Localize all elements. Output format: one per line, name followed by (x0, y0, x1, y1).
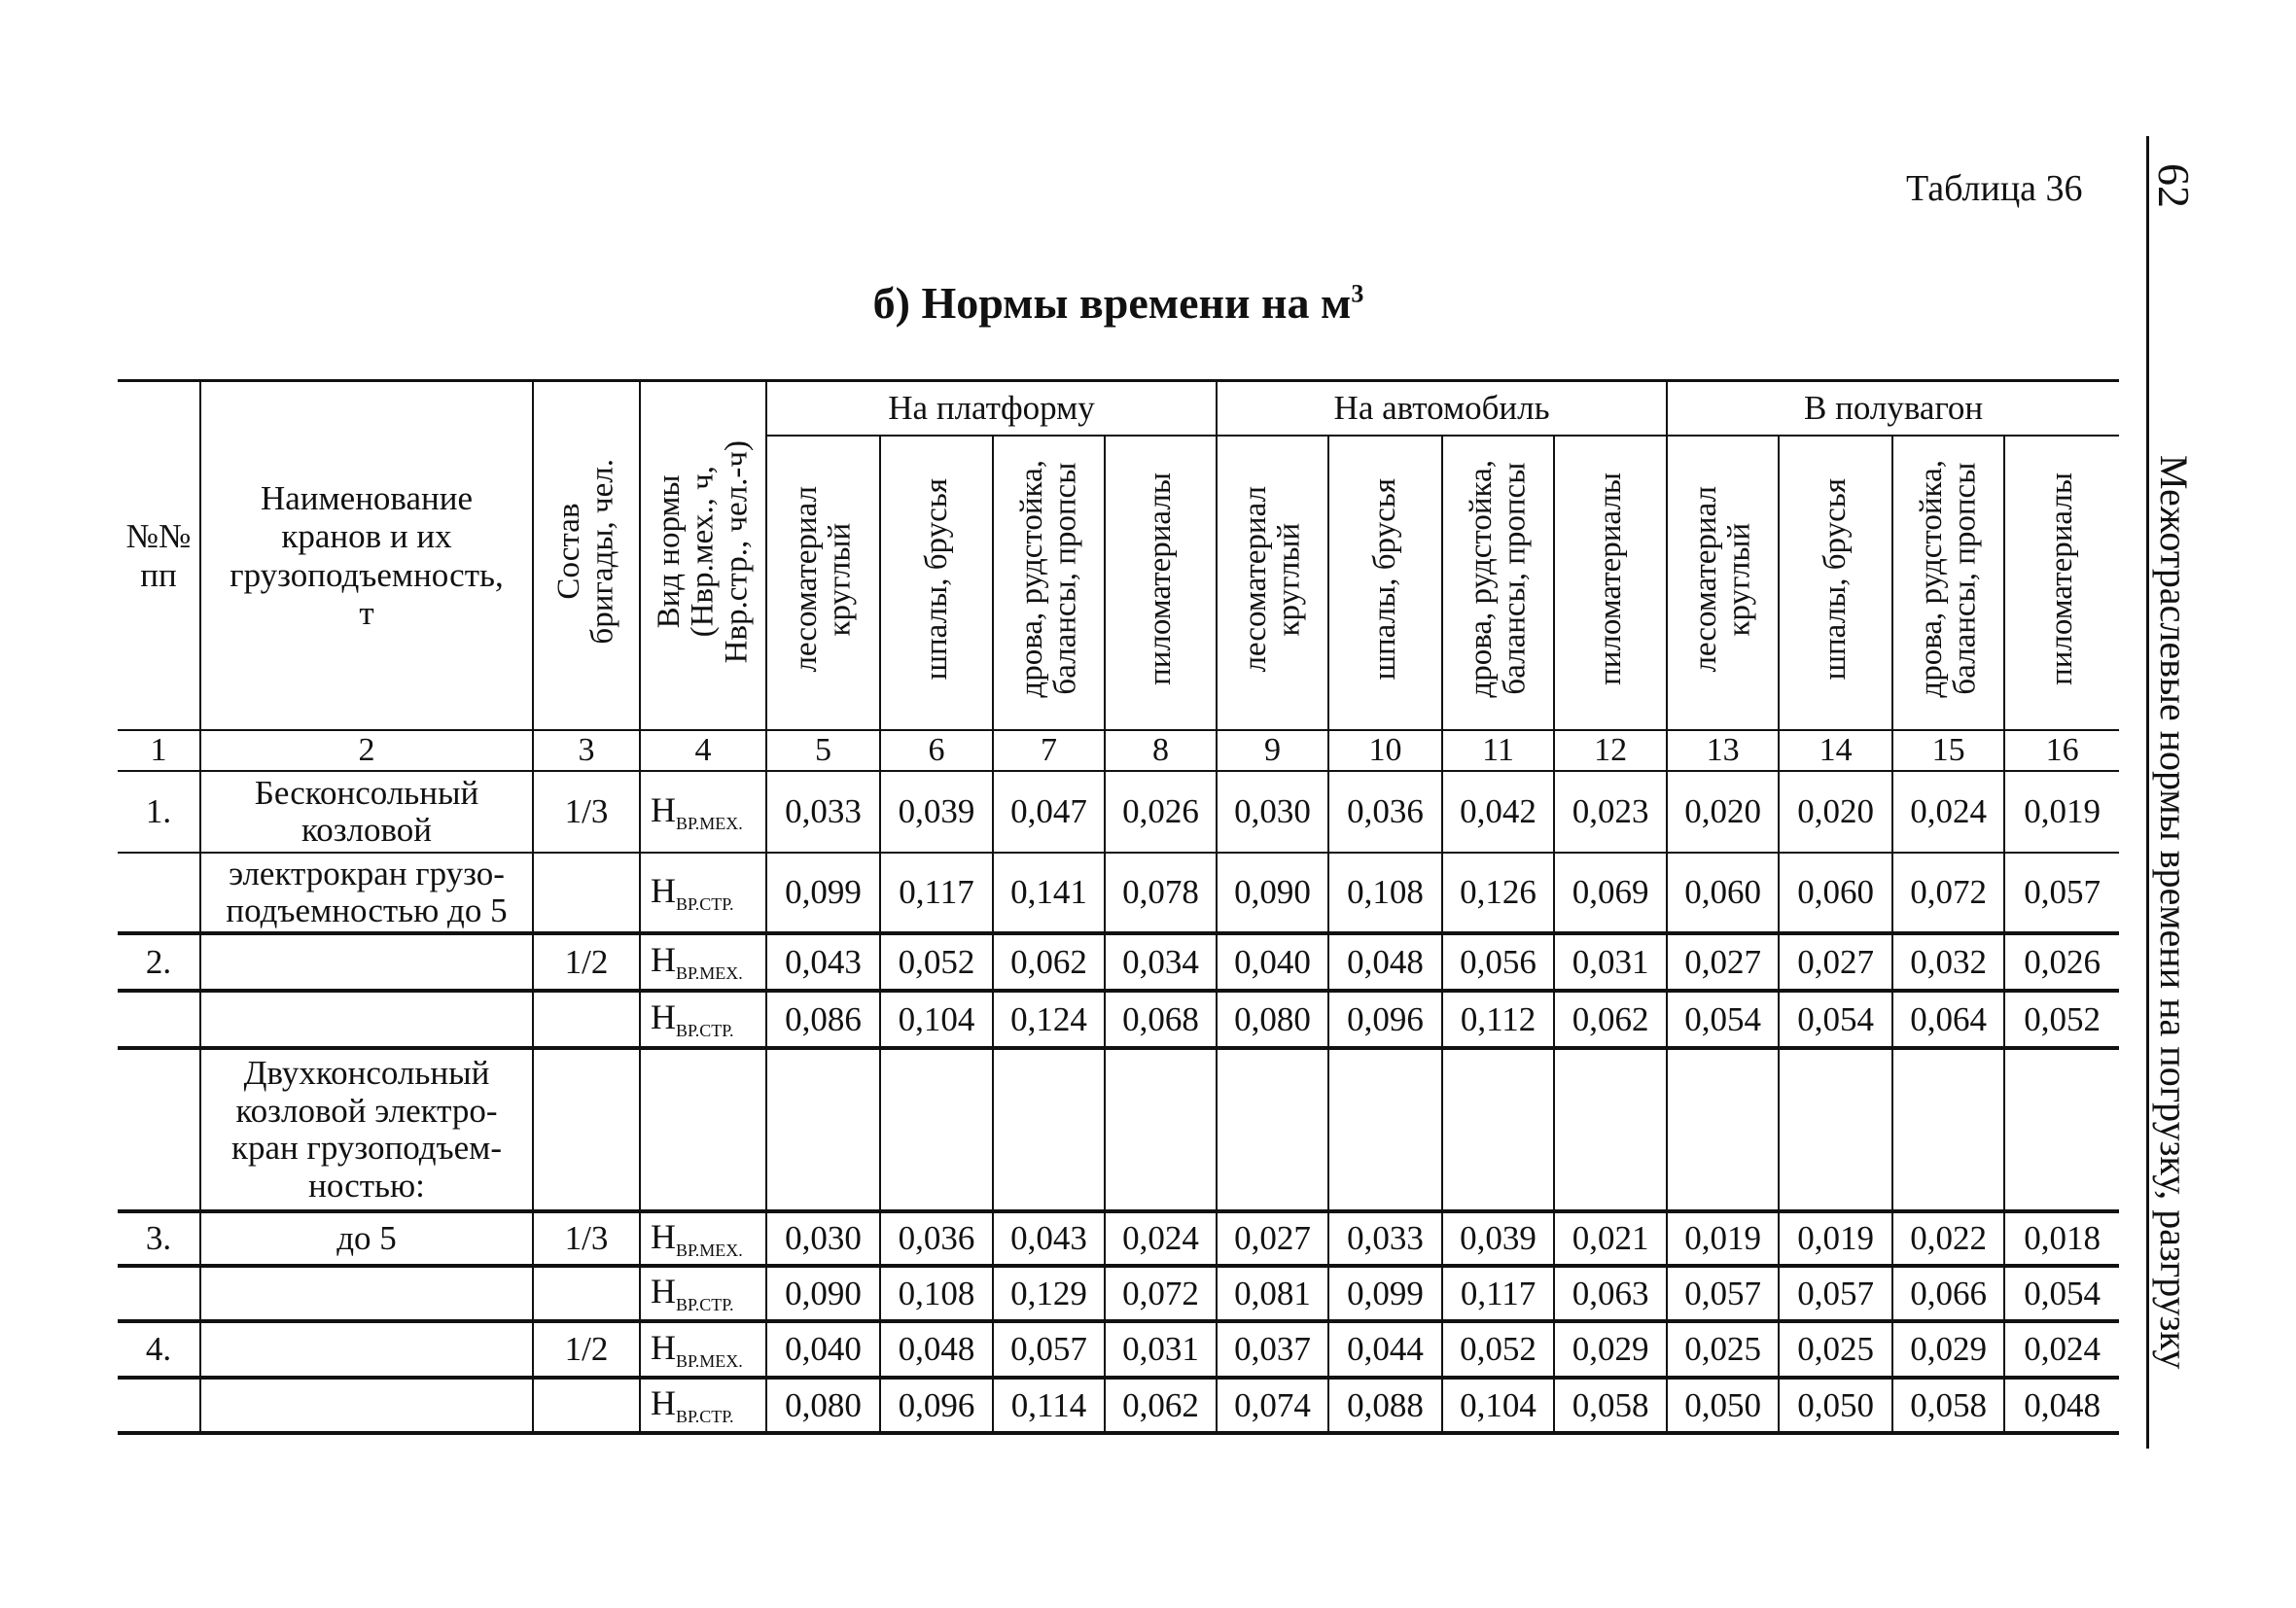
norm-value: 0,054 (2004, 1266, 2119, 1321)
norm-value: 0,026 (2004, 933, 2119, 991)
table-label: Таблица 36 (1906, 168, 2083, 209)
column-number: 12 (1554, 730, 1667, 771)
crane-name: Двухконсольный козловой электро- кран грузоподъем- ностью: (200, 1048, 533, 1211)
norm-type (640, 853, 766, 933)
norm-value: 0,020 (1667, 771, 1779, 853)
norm-value: 0,020 (1779, 771, 1892, 853)
column-number: 16 (2004, 730, 2119, 771)
norm-value: 0,029 (1892, 1321, 2004, 1378)
norm-value: 0,050 (1779, 1378, 1892, 1433)
norm-value: 0,126 (1442, 853, 1554, 933)
norm-value: 0,080 (766, 1378, 880, 1433)
header-crew (533, 381, 640, 731)
row-number (118, 1378, 200, 1433)
norm-value (1217, 1048, 1328, 1211)
header-material-text: пиломатериалы (1143, 472, 1179, 685)
norm-value: 0,064 (1892, 991, 2004, 1048)
crew-size (533, 991, 640, 1048)
norm-value: 0,057 (1667, 1266, 1779, 1321)
norm-value (880, 1048, 993, 1211)
norm-value: 0,040 (766, 1321, 880, 1378)
norm-value: 0,090 (766, 1266, 880, 1321)
norm-value: 0,096 (880, 1378, 993, 1433)
norm-value: 0,057 (993, 1321, 1105, 1378)
norm-value: 0,044 (1328, 1321, 1442, 1378)
column-number-row (118, 730, 2119, 771)
norm-value: 0,031 (1554, 933, 1667, 991)
norm-value: 0,099 (1328, 1266, 1442, 1321)
table-title-sup: 3 (1351, 279, 1364, 308)
norm-value: 0,039 (1442, 1211, 1554, 1266)
column-number: 10 (1328, 730, 1442, 771)
crew-size (533, 853, 640, 933)
header-material-text: дрова, рудстойка, балансы, пропсы (1463, 460, 1533, 698)
norm-value: 0,141 (993, 853, 1105, 933)
norm-value: 0,114 (993, 1378, 1105, 1433)
header-material-text: лесоматериал круглый (788, 485, 858, 673)
norm-value: 0,088 (1328, 1378, 1442, 1433)
norm-value: 0,024 (1105, 1211, 1217, 1266)
header-material (1667, 436, 1779, 730)
norm-value: 0,036 (1328, 771, 1442, 853)
norm-value: 0,031 (1105, 1321, 1217, 1378)
header-material (993, 436, 1105, 730)
header-material (1328, 436, 1442, 730)
crew-size: 1/3 (533, 771, 640, 853)
norm-value: 0,117 (880, 853, 993, 933)
row-number: 2. (118, 933, 200, 991)
norm-value: 0,047 (993, 771, 1105, 853)
header-group-3: В полувагон (1667, 381, 2119, 437)
header-material-text: шпалы, брусья (918, 477, 954, 681)
norm-value: 0,025 (1779, 1321, 1892, 1378)
norm-value: 0,057 (2004, 853, 2119, 933)
column-number: 1 (118, 730, 200, 771)
header-material (1892, 436, 2004, 730)
table-row (118, 1266, 2119, 1321)
norm-value: 0,027 (1779, 933, 1892, 991)
norm-value: 0,021 (1554, 1211, 1667, 1266)
header-crane-name: Наименование кранов и их грузоподъемность, т (200, 381, 533, 731)
row-number (118, 1048, 200, 1211)
norm-value: 0,078 (1105, 853, 1217, 933)
column-number: 8 (1105, 730, 1217, 771)
norm-value: 0,099 (766, 853, 880, 933)
column-number: 6 (880, 730, 993, 771)
norm-value: 0,019 (1667, 1211, 1779, 1266)
norm-value: 0,060 (1667, 853, 1779, 933)
norm-value: 0,062 (993, 933, 1105, 991)
norm-value: 0,022 (1892, 1211, 2004, 1266)
header-group-1: На платформу (766, 381, 1217, 437)
header-material-text: дрова, рудстойка, балансы, пропсы (1013, 460, 1083, 698)
crane-name (200, 991, 533, 1048)
norm-value: 0,037 (1217, 1321, 1328, 1378)
table-row (118, 991, 2119, 1048)
row-number: 1. (118, 771, 200, 853)
norm-type (640, 933, 766, 991)
header-material (2004, 436, 2119, 730)
header-material (1217, 436, 1328, 730)
norm-type (640, 1321, 766, 1378)
header-material (1779, 436, 1892, 730)
norm-subscript: ВР.СТР. (676, 1407, 734, 1427)
norm-value: 0,052 (880, 933, 993, 991)
norm-value: 0,019 (2004, 771, 2119, 853)
norm-type (640, 1266, 766, 1321)
norm-value: 0,072 (1105, 1266, 1217, 1321)
norm-symbol: Н (651, 997, 676, 1037)
norm-value (1779, 1048, 1892, 1211)
header-crew-text: Состав бригады, чел. (551, 459, 620, 645)
table-title (0, 277, 2237, 329)
crane-name: до 5 (200, 1211, 533, 1266)
norm-value: 0,054 (1779, 991, 1892, 1048)
row-number: 4. (118, 1321, 200, 1378)
norm-value: 0,025 (1667, 1321, 1779, 1378)
norm-value: 0,112 (1442, 991, 1554, 1048)
crew-size (533, 1048, 640, 1211)
table-row (118, 933, 2119, 991)
table-row (118, 1378, 2119, 1433)
running-title: Межотраслевые нормы времени на погрузку, разгрузку (2152, 455, 2196, 1370)
norm-value: 0,030 (1217, 771, 1328, 853)
norm-value (1554, 1048, 1667, 1211)
norm-value: 0,050 (1667, 1378, 1779, 1433)
norm-value: 0,062 (1105, 1378, 1217, 1433)
norm-symbol: Н (651, 1327, 676, 1367)
norm-subscript: ВР.СТР. (676, 1295, 734, 1315)
row-number (118, 853, 200, 933)
table-row (118, 771, 2119, 853)
norm-value: 0,052 (2004, 991, 2119, 1048)
crew-size: 1/3 (533, 1211, 640, 1266)
norm-value: 0,048 (1328, 933, 1442, 991)
norm-value: 0,063 (1554, 1266, 1667, 1321)
norm-value: 0,056 (1442, 933, 1554, 991)
norm-value: 0,060 (1779, 853, 1892, 933)
header-material (1105, 436, 1217, 730)
norm-subscript: ВР.СТР. (676, 894, 734, 915)
norm-value: 0,026 (1105, 771, 1217, 853)
header-material (1554, 436, 1667, 730)
crane-name: электрокран грузо- подъемностью до 5 (200, 853, 533, 933)
crane-name (200, 1321, 533, 1378)
norm-symbol: Н (651, 1216, 676, 1256)
header-material (880, 436, 993, 730)
norm-value: 0,104 (880, 991, 993, 1048)
crane-name (200, 1266, 533, 1321)
header-material-text: лесоматериал круглый (1687, 485, 1757, 673)
norm-type (640, 1378, 766, 1433)
norm-symbol: Н (651, 789, 676, 829)
header-number: №№ пп (118, 381, 200, 731)
page-number: 62 (2149, 163, 2199, 208)
norm-subscript: ВР.МЕХ. (676, 963, 743, 984)
norm-value: 0,048 (880, 1321, 993, 1378)
table-row (118, 853, 2119, 933)
crane-name (200, 933, 533, 991)
norm-value: 0,066 (1892, 1266, 2004, 1321)
column-number: 11 (1442, 730, 1554, 771)
norm-symbol: Н (651, 940, 676, 980)
norm-value: 0,090 (1217, 853, 1328, 933)
norm-value: 0,033 (766, 771, 880, 853)
norm-value: 0,058 (1554, 1378, 1667, 1433)
norm-value: 0,072 (1892, 853, 2004, 933)
crew-size: 1/2 (533, 1321, 640, 1378)
column-number: 13 (1667, 730, 1779, 771)
header-material (1442, 436, 1554, 730)
side-rule-divider (2146, 136, 2149, 1449)
column-number: 4 (640, 730, 766, 771)
norm-value: 0,129 (993, 1266, 1105, 1321)
norm-value: 0,040 (1217, 933, 1328, 991)
norm-value: 0,027 (1667, 933, 1779, 991)
crane-name: Бесконсольный козловой (200, 771, 533, 853)
crew-size: 1/2 (533, 933, 640, 991)
norm-value: 0,027 (1217, 1211, 1328, 1266)
table-title-text: б) Нормы времени на м (872, 278, 1352, 328)
header-material (766, 436, 880, 730)
header-material-text: шпалы, брусья (1367, 477, 1403, 681)
norm-value: 0,029 (1554, 1321, 1667, 1378)
norms-table (118, 379, 2119, 1435)
norm-subscript: ВР.МЕХ. (676, 814, 743, 834)
column-number: 15 (1892, 730, 2004, 771)
norm-value: 0,052 (1442, 1321, 1554, 1378)
norm-value: 0,058 (1892, 1378, 2004, 1433)
header-norm-type (640, 381, 766, 731)
norm-value (1892, 1048, 2004, 1211)
norm-value: 0,048 (2004, 1378, 2119, 1433)
norm-value: 0,081 (1217, 1266, 1328, 1321)
crew-size (533, 1266, 640, 1321)
norm-value: 0,069 (1554, 853, 1667, 933)
norm-type (640, 1211, 766, 1266)
norm-type (640, 771, 766, 853)
header-material-text: дрова, рудстойка, балансы, пропсы (1913, 460, 1983, 698)
column-number: 14 (1779, 730, 1892, 771)
norm-value: 0,034 (1105, 933, 1217, 991)
norm-value: 0,043 (993, 1211, 1105, 1266)
header-material-text: пиломатериалы (1592, 472, 1628, 685)
norm-value: 0,018 (2004, 1211, 2119, 1266)
norm-value: 0,086 (766, 991, 880, 1048)
norm-value (766, 1048, 880, 1211)
norm-value: 0,019 (1779, 1211, 1892, 1266)
norm-value (993, 1048, 1105, 1211)
header-group-row (118, 381, 2119, 437)
column-number: 9 (1217, 730, 1328, 771)
norm-value: 0,096 (1328, 991, 1442, 1048)
norm-type (640, 1048, 766, 1211)
norm-value (2004, 1048, 2119, 1211)
table-row (118, 1048, 2119, 1211)
crew-size (533, 1378, 640, 1433)
norm-value: 0,054 (1667, 991, 1779, 1048)
norm-value: 0,057 (1779, 1266, 1892, 1321)
row-number (118, 991, 200, 1048)
norm-value: 0,117 (1442, 1266, 1554, 1321)
table-row (118, 1211, 2119, 1266)
crane-name (200, 1378, 533, 1433)
row-number (118, 1266, 200, 1321)
norm-value: 0,033 (1328, 1211, 1442, 1266)
norm-value (1667, 1048, 1779, 1211)
norm-value: 0,068 (1105, 991, 1217, 1048)
norm-value: 0,108 (880, 1266, 993, 1321)
norm-value: 0,030 (766, 1211, 880, 1266)
norm-value: 0,108 (1328, 853, 1442, 933)
norm-subscript: ВР.МЕХ. (676, 1351, 743, 1372)
norm-value (1328, 1048, 1442, 1211)
column-number: 3 (533, 730, 640, 771)
norm-value: 0,042 (1442, 771, 1554, 853)
table-row (118, 1321, 2119, 1378)
norm-value: 0,023 (1554, 771, 1667, 853)
norm-value: 0,124 (993, 991, 1105, 1048)
norm-value: 0,032 (1892, 933, 2004, 991)
column-number: 7 (993, 730, 1105, 771)
norm-value: 0,080 (1217, 991, 1328, 1048)
norm-value (1442, 1048, 1554, 1211)
norm-subscript: ВР.МЕХ. (676, 1241, 743, 1261)
norm-value: 0,024 (1892, 771, 2004, 853)
row-number: 3. (118, 1211, 200, 1266)
column-number: 2 (200, 730, 533, 771)
header-group-2: На автомобиль (1217, 381, 1667, 437)
column-number: 5 (766, 730, 880, 771)
norm-symbol: Н (651, 1272, 676, 1311)
header-material-text: лесоматериал круглый (1237, 485, 1307, 673)
norm-value: 0,043 (766, 933, 880, 991)
norm-value: 0,062 (1554, 991, 1667, 1048)
norm-value: 0,024 (2004, 1321, 2119, 1378)
norm-value: 0,104 (1442, 1378, 1554, 1433)
header-material-text: пиломатериалы (2044, 472, 2080, 685)
norm-symbol: Н (651, 870, 676, 910)
norm-value: 0,036 (880, 1211, 993, 1266)
norm-value: 0,039 (880, 771, 993, 853)
norm-type (640, 991, 766, 1048)
norm-subscript: ВР.СТР. (676, 1021, 734, 1041)
norm-value (1105, 1048, 1217, 1211)
norm-value: 0,074 (1217, 1378, 1328, 1433)
header-norm-type-text: Вид нормы (Нвр.мех., ч, Нвр.стр., чел.-ч) (652, 439, 755, 664)
header-material-text: шпалы, брусья (1818, 477, 1854, 681)
norm-symbol: Н (651, 1383, 676, 1423)
